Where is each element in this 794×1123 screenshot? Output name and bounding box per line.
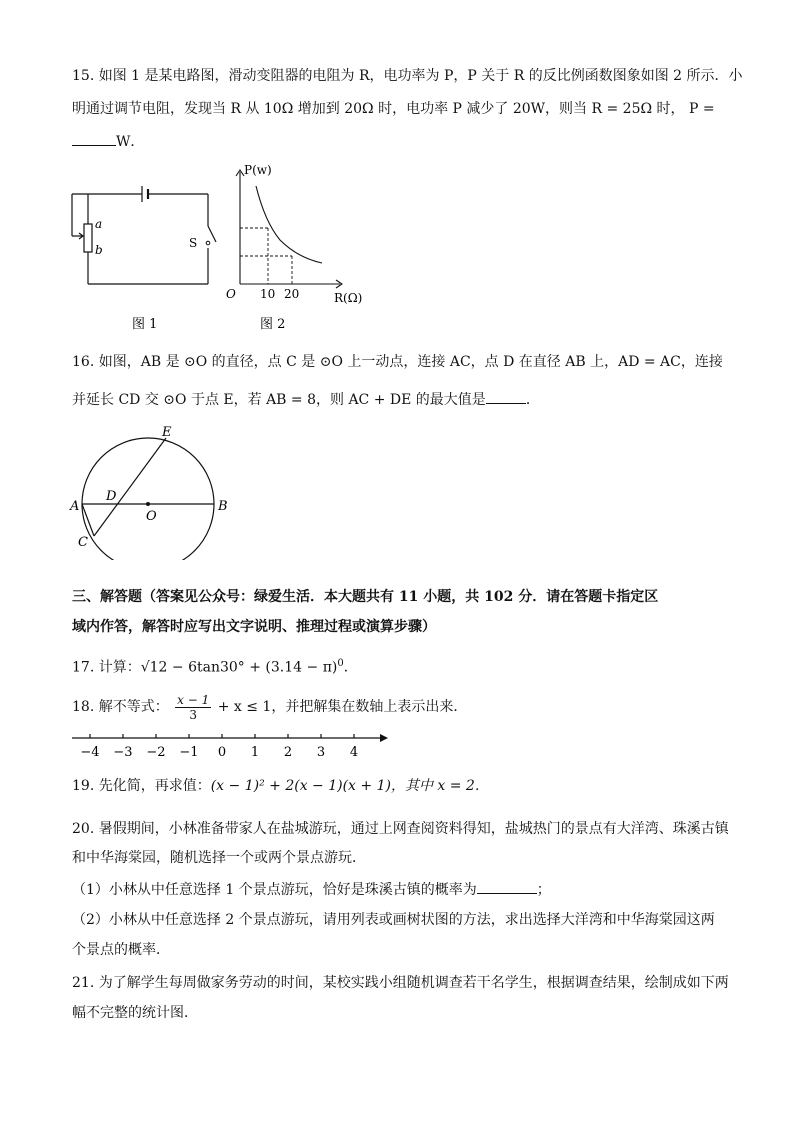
center-point: [146, 502, 150, 506]
y-axis-label: P(w): [244, 163, 272, 177]
tick-20: 20: [284, 287, 300, 301]
q20-sub2-line2: 个景点的概率．: [72, 942, 170, 958]
q20-sub1: （1）小林从中任意选择 1 个景点游玩，恰好是珠溪古镇的概率为 ；: [72, 879, 722, 900]
tick-10: 10: [260, 287, 276, 301]
q17: 17. 计算：$√12 - 6\tan 30^\circ + (3.14 - \pi)^0$．: [72, 658, 358, 676]
q16-line1: 16. 如图，AB 是 ⊙O 的直径，点 C 是 ⊙O 上一动点，连接 AC，点 D 在直径 AB 上，AD = AC，连接: [72, 354, 723, 370]
fig1-caption: 图 1: [132, 317, 158, 332]
q20-sub2-line1: （2）小林从中任意选择 2 个景点游玩，请用列表或画树状图的方法，求出选择大洋湾和中华海棠园这两: [72, 912, 715, 928]
q21-line1: 21. 为了解学生每周做家务劳动的时间，某校实践小组随机调查若干名学生，根据调查结果，绘制成如下两: [72, 975, 729, 991]
point-o: O: [146, 509, 157, 524]
q15-line1: 15. 如图 1 是某电路图，滑动变阻器的电阻为 R，电功率为 P，P 关于 R 的反比例函数图象如图 2 所示．小: [72, 68, 743, 84]
q18: 18. 解不等式： $\frac{x - 1}{3}$ + x ≤ 1，并把解集在数轴上表示出来．: [72, 692, 468, 722]
section3-heading-line2: 域内作答，解答时应写出文字说明、推理过程或演算步骤）: [72, 619, 436, 635]
number-line-label: −4: [80, 745, 100, 760]
point-c: C: [78, 535, 88, 550]
figure-2-graph: [222, 160, 372, 336]
number-line-label: 2: [283, 745, 293, 760]
q20-line1: 20. 暑假期间，小林准备带家人在盐城游玩，通过上网查阅资料得知，盐城热门的景点有大洋湾、珠溪古镇: [72, 821, 729, 837]
q20-line2: 和中华海棠园，随机选择一个或两个景点游玩．: [72, 850, 366, 866]
number-line-label: 0: [217, 745, 227, 760]
answer-blank: [486, 389, 526, 404]
section3-heading-line1: 三、解答题（答案见公众号：绿爱生活．本大题共有 11 小题，共 102 分．请在答题卡指定区: [72, 589, 659, 605]
point-d: D: [106, 489, 117, 504]
number-line-label: −1: [179, 745, 199, 760]
q21-line2: 幅不完整的统计图．: [72, 1005, 198, 1021]
number-line-label: 1: [250, 745, 260, 760]
label-b: b: [95, 243, 103, 257]
answer-blank: [477, 879, 537, 894]
q16-line2: 并延长 CD 交 ⊙O 于点 E，若 AB = 8，则 AC + DE 的最大值是 ．: [72, 389, 722, 410]
figure-1-circuit: [58, 176, 218, 336]
number-line-label: 3: [316, 745, 326, 760]
number-line-label: 4: [349, 745, 359, 760]
number-line-label: −2: [146, 745, 166, 760]
point-e: E: [162, 425, 172, 440]
q19: 19. 先化简，再求值：(x − 1)² + 2(x − 1)(x + 1)，其中 x = 2．: [72, 778, 489, 794]
number-line: [70, 730, 400, 762]
label-a: a: [95, 217, 103, 231]
answer-blank: [72, 131, 116, 146]
x-axis-label: R(Ω): [334, 291, 363, 305]
point-a: A: [70, 499, 80, 514]
number-line-label: −3: [113, 745, 133, 760]
point-b: B: [218, 499, 228, 514]
origin-label: O: [226, 287, 236, 301]
q15-line2: 明通过调节电阻，发现当 R 从 10Ω 增加到 20Ω 时，电功率 P 减少了 20W，则当 R = 25Ω 时， P =: [72, 101, 715, 117]
circle-figure: [66, 420, 246, 560]
fig2-caption: 图 2: [260, 317, 286, 332]
label-s: S: [189, 236, 198, 250]
q15-line3: W．: [72, 131, 722, 152]
